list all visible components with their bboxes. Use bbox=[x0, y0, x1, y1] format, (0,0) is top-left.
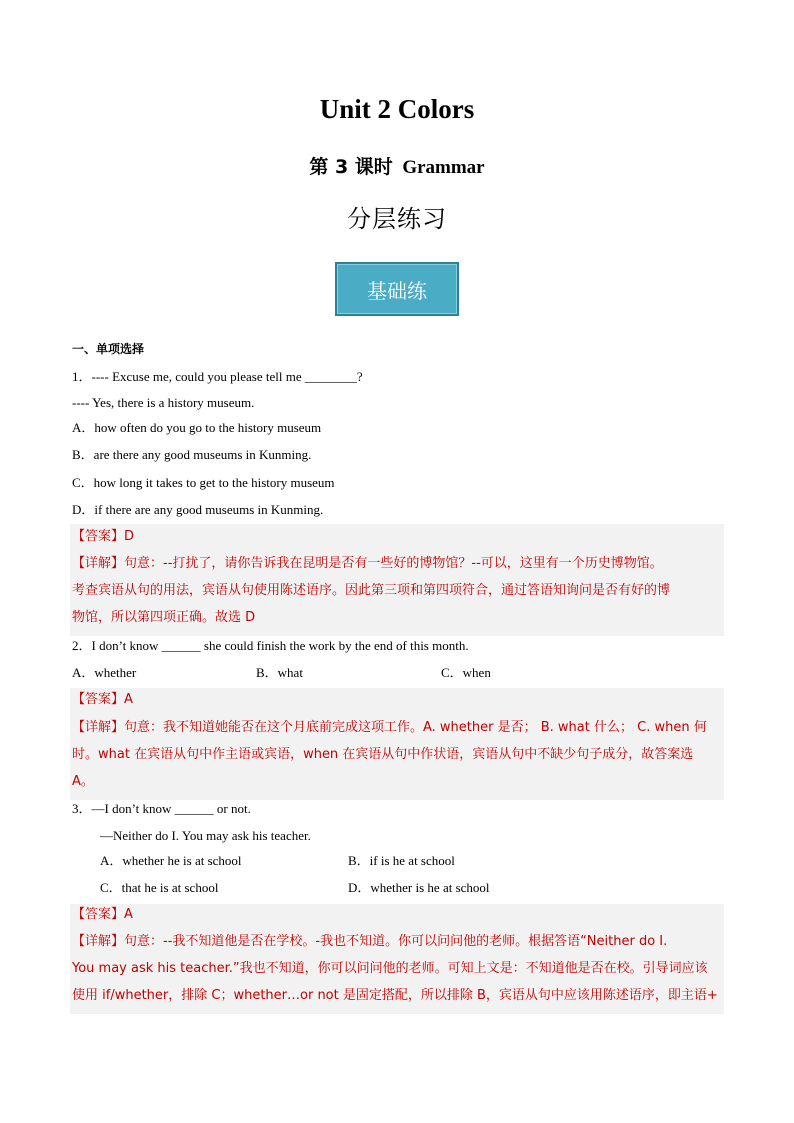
q2-answer-box bbox=[70, 688, 724, 800]
q1-detail-line2: 考查宾语从句的用法，宾语从句使用陈述语序。因此第三项和第四项符合，通过答语知询问是否有好的博 bbox=[72, 583, 671, 598]
q3-option-a: A．whether he is at school bbox=[100, 853, 242, 868]
q3-answer: 【答案】A bbox=[72, 907, 133, 922]
practice-heading: 分层练习 bbox=[347, 205, 447, 233]
q3-option-b: B．if is he at school bbox=[348, 853, 455, 868]
q3-reply: —Neither do I. You may ask his teacher. bbox=[100, 828, 311, 843]
q1-stem: 1．---- Excuse me, could you please tell me ________? bbox=[72, 369, 363, 384]
q1-reply: ---- Yes, there is a history museum. bbox=[72, 395, 255, 410]
q3-detail-line2: You may ask his teacher.”我也不知道，你可以问问他的老师。可知上文是：不知道他是否在校。引导词应该 bbox=[72, 961, 708, 976]
q2-option-b: B．what bbox=[256, 665, 303, 680]
q2-detail-line2: 时。what 在宾语从句中作主语或宾语，when 在宾语从句中作状语，宾语从句中不缺少句子成分，故答案选 bbox=[72, 747, 694, 762]
q1-detail-line1: 【详解】句意：--打扰了，请你告诉我在昆明是否有一些好的博物馆？--可以，这里有一个历史博物馆。 bbox=[72, 556, 663, 571]
q2-option-a: A．whether bbox=[72, 665, 137, 680]
q2-answer: 【答案】A bbox=[72, 692, 133, 707]
q2-detail-line3: A。 bbox=[72, 774, 94, 789]
level-badge: 基础练 bbox=[335, 262, 459, 316]
q1-option-b: B．are there any good museums in Kunming. bbox=[72, 447, 312, 462]
q1-option-a: A．how often do you go to the history museum bbox=[72, 420, 322, 435]
q3-option-c: C．that he is at school bbox=[100, 880, 219, 895]
q3-detail-line3: 使用 if/whether，排除 C；whether…or not 是固定搭配，所以排除 B，宾语从句中应该用陈述语序，即主语+ bbox=[72, 988, 718, 1003]
q3-option-d: D．whether is he at school bbox=[348, 880, 490, 895]
q2-stem: 2．I don’t know ______ she could finish the work by the end of this month. bbox=[72, 638, 469, 653]
q1-option-c: C．how long it takes to get to the history museum bbox=[72, 475, 335, 490]
lesson-topic: Grammar bbox=[402, 157, 485, 178]
q3-detail-line1: 【详解】句意：--我不知道他是否在学校。-我也不知道。你可以问问他的老师。根据答语“Neither do I. bbox=[72, 934, 668, 949]
q2-option-c: C．when bbox=[441, 665, 491, 680]
q3-stem: 3．—I don’t know ______ or not. bbox=[72, 801, 251, 816]
q1-option-d: D．if there are any good museums in Kunming. bbox=[72, 502, 324, 517]
q1-detail-line3: 物馆，所以第四项正确。故选 D bbox=[72, 610, 256, 625]
lesson-number: 第 3 课时 bbox=[309, 156, 393, 178]
document-title: Unit 2 Colors bbox=[319, 94, 475, 124]
section-heading: 一、单项选择 bbox=[72, 342, 145, 356]
q2-detail-line1: 【详解】句意：我不知道她能否在这个月底前完成这项工作。A. whether 是否； B. what 什么； C. when 何 bbox=[72, 720, 707, 735]
q1-answer: 【答案】D bbox=[72, 529, 135, 544]
lesson-subtitle bbox=[0, 152, 794, 179]
